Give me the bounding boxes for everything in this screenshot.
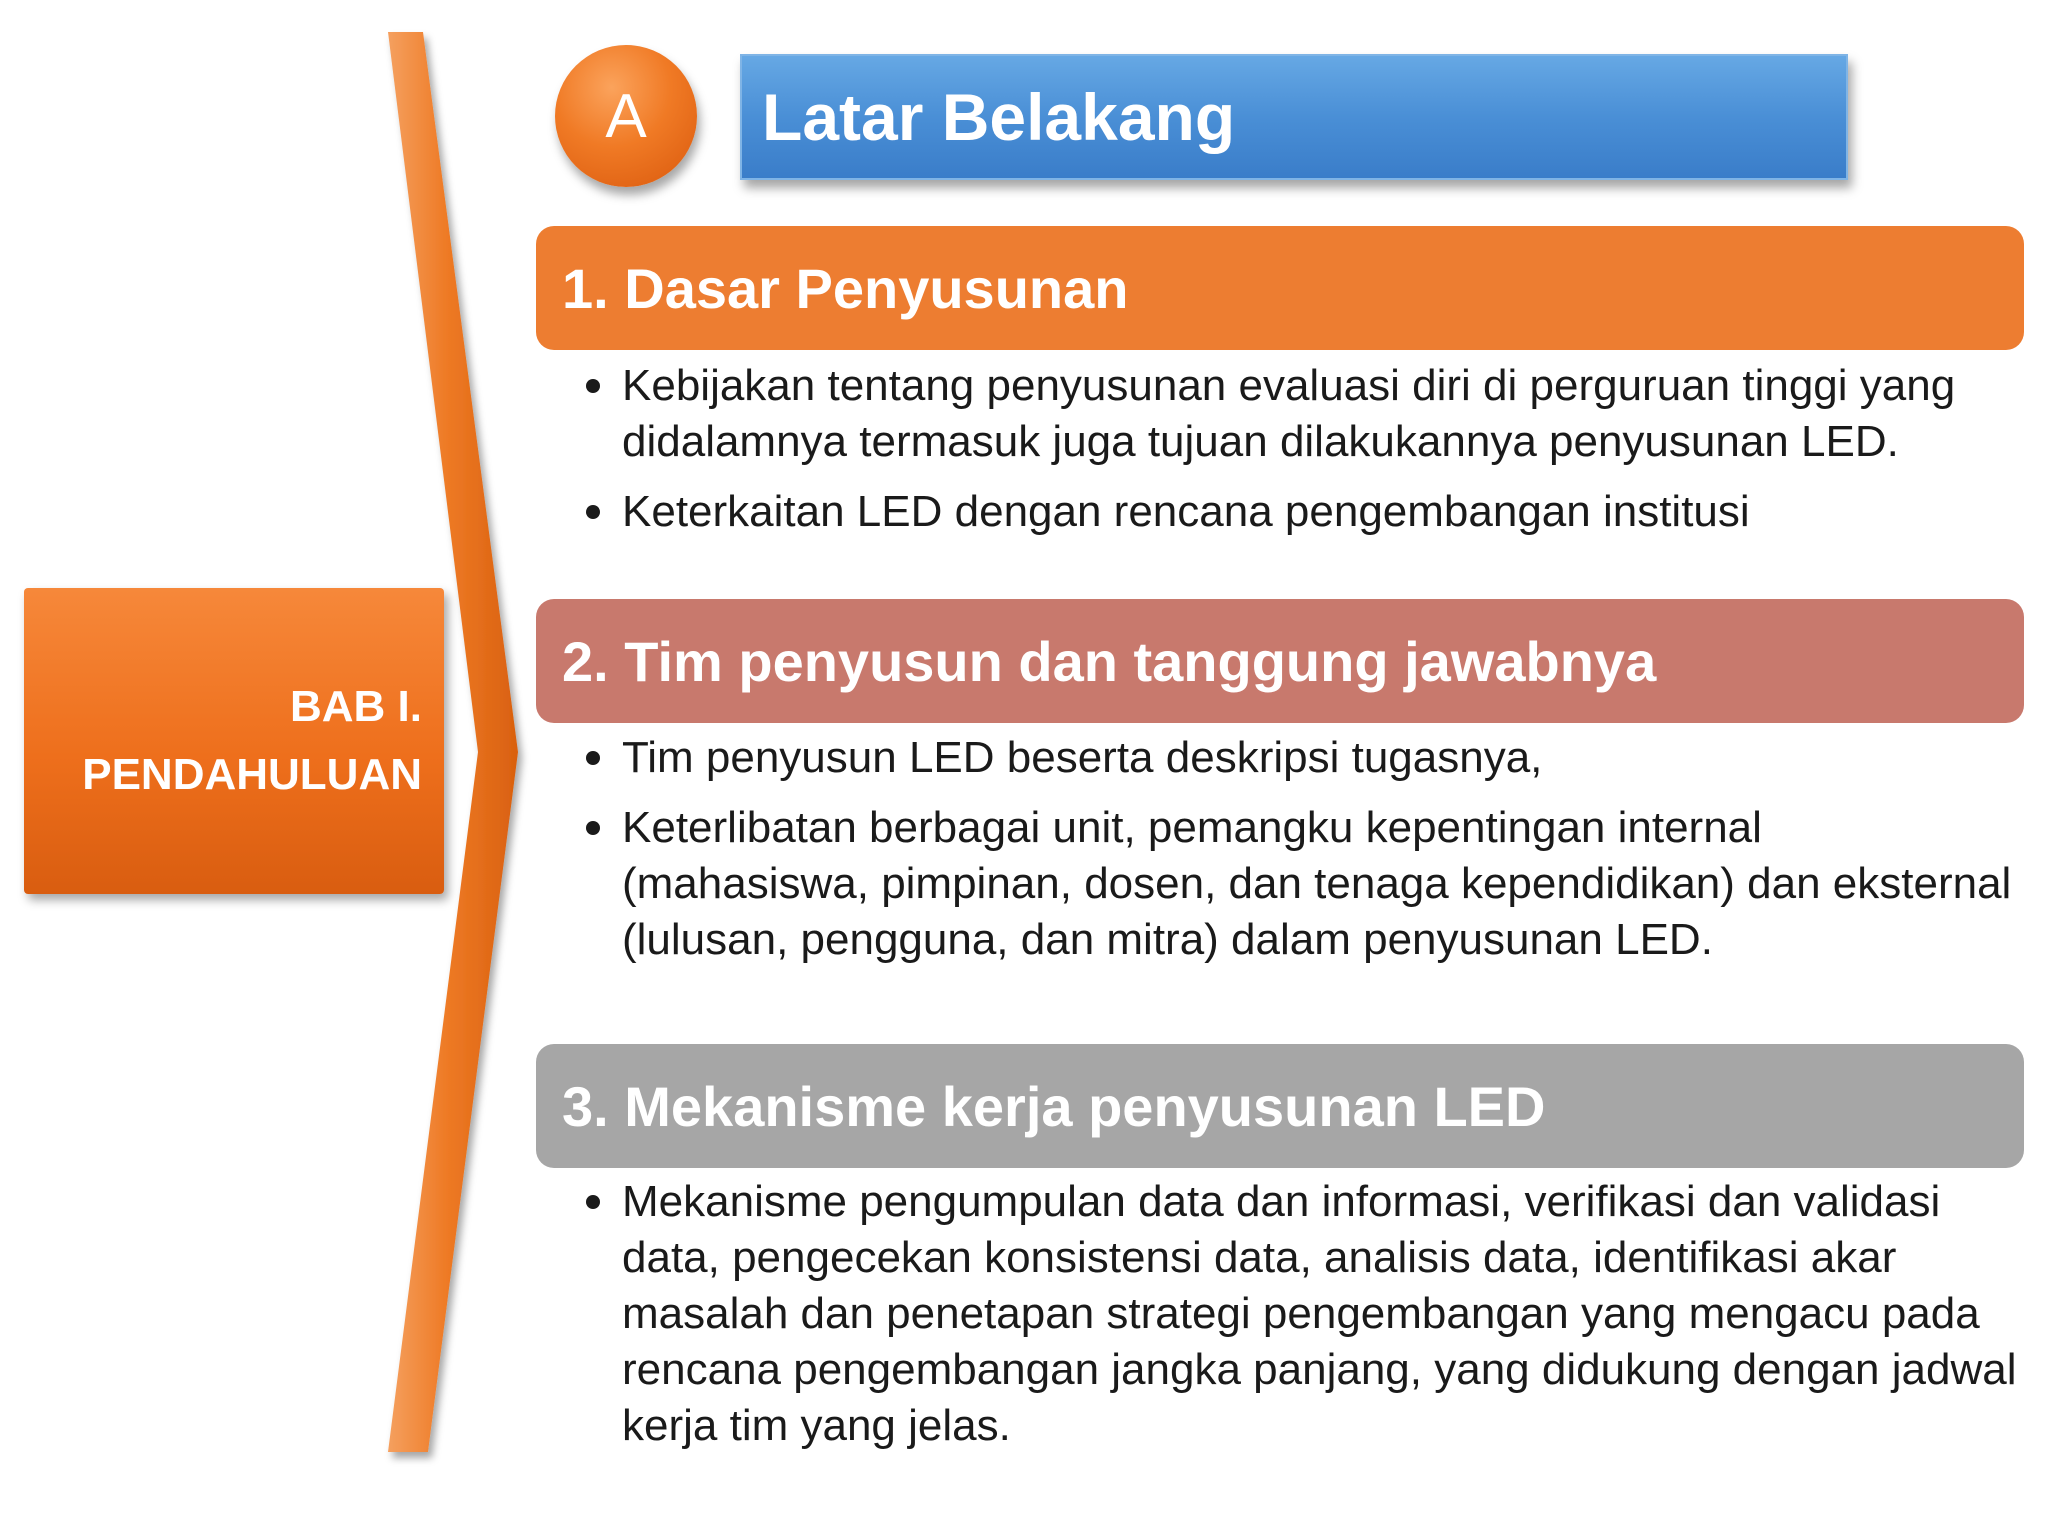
section-heading-mekanisme-kerja <box>536 1044 2024 1168</box>
bullet-item <box>580 484 2020 540</box>
section-heading-dasar-penyusunan <box>536 226 2024 350</box>
bullet-text: Mekanisme pengumpulan data dan informasi, verifikasi dan validasi data, pengecekan konsistensi data, analisis data, identifikasi akar masalah dan penetapan strategi pengembangan yang mengacu pada rencana pengembangan jangka panjang, yang didukung dengan jadwal kerja tim yang jelas. <box>622 1177 2017 1450</box>
slide-title: Latar Belakang <box>762 80 1236 154</box>
bullet-item <box>580 730 2020 786</box>
bullet-item <box>580 1174 2020 1454</box>
section-heading-text: 1. Dasar Penyusunan <box>562 256 1129 320</box>
chapter-number: BAB I. <box>290 682 422 731</box>
bullet-item <box>580 800 2020 968</box>
bullet-list-mekanisme-kerja <box>580 1174 2020 1468</box>
bullet-text: Keterkaitan LED dengan rencana pengembangan institusi <box>622 487 1750 536</box>
bullet-list-tim-penyusun <box>580 730 2020 982</box>
bullet-text: Tim penyusun LED beserta deskripsi tugasnya, <box>622 733 1543 782</box>
bullet-text: Kebijakan tentang penyusunan evaluasi diri di perguruan tinggi yang didalamnya termasuk juga tujuan dilakukannya penyusunan LED. <box>622 361 1956 466</box>
section-heading-tim-penyusun <box>536 599 2024 723</box>
bullet-dot-icon <box>586 821 600 835</box>
bullet-dot-icon <box>586 751 600 765</box>
bullet-text: Keterlibatan berbagai unit, pemangku kepentingan internal (mahasiswa, pimpinan, dosen, dan tenaga kependidikan) dan eksternal (lulusan, pengguna, dan mitra) dalam penyusunan LED. <box>622 803 2012 964</box>
bullet-list-dasar-penyusunan <box>580 358 2020 554</box>
slide-title-bar <box>740 54 1848 180</box>
chapter-box <box>24 588 444 894</box>
section-marker-circle <box>555 45 697 187</box>
bullet-dot-icon <box>586 1195 600 1209</box>
section-heading-text: 3. Mekanisme kerja penyusunan LED <box>562 1074 1546 1138</box>
bullet-dot-icon <box>586 379 600 393</box>
section-heading-text: 2. Tim penyusun dan tanggung jawabnya <box>562 629 1657 693</box>
bullet-dot-icon <box>586 505 600 519</box>
chapter-title: PENDAHULUAN <box>82 750 422 799</box>
bullet-item <box>580 358 2020 470</box>
section-marker-letter: A <box>605 81 647 151</box>
